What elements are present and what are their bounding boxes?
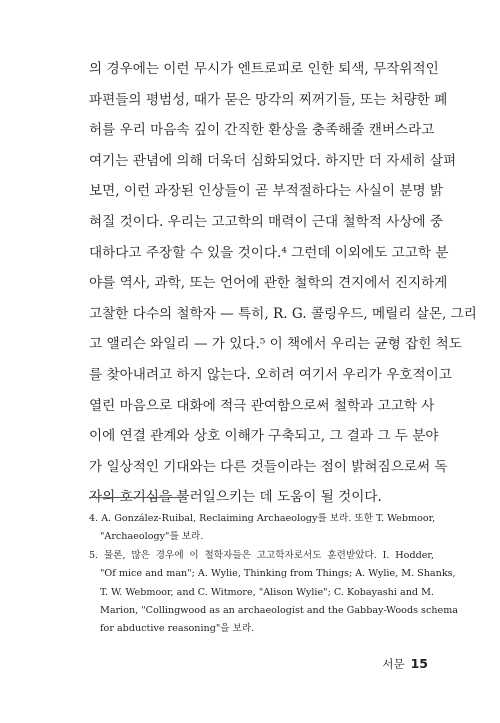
body-line: 가 일상적인 기대와는 다른 것들이라는 점이 밝혀짐으로써 독: [89, 458, 448, 475]
section-title: 서문: [382, 657, 405, 671]
body-line: 보면, 이런 과장된 인상들이 곧 부적절하다는 사실이 분명 밝: [89, 183, 444, 200]
footnote-5-line: T. W. Webmoor, and C. Witmore, "Alison Wylie"; C. Kobayashi and M.: [100, 586, 434, 598]
footnote-4-line: "Archaeology"를 보라.: [100, 531, 204, 543]
body-line: 고찰한 다수의 철학자 — 특히, R. G. 콜링우드, 메릴리 살몬, 그리: [89, 305, 477, 322]
body-line: 를 찾아내려고 하지 않는다. 오히려 여기서 우리가 우호적이고: [89, 366, 452, 383]
footnote-5-line: for abductive reasoning"을 보라.: [100, 623, 255, 635]
footnotes: [89, 510, 459, 639]
page-number: 15: [410, 656, 428, 671]
footnote-5-line: Marion, "Collingwood as an archaeologist and the Gabbay-Woods schema: [100, 604, 459, 616]
body-line: 의 경우에는 이런 무시가 엔트로피로 인한 퇴색, 무작위적인: [89, 61, 439, 77]
body-line: 혀질 것이다. 우리는 고고학의 매력이 근대 철학적 사상에 중: [89, 213, 444, 230]
body-line: 고 앨리슨 와일리 — 가 있다.⁵ 이 책에서 우리는 균형 잡힌 척도: [89, 336, 462, 353]
body-text: [89, 54, 477, 513]
body-line: 허를 우리 마음속 깊이 간직한 환상을 충족해줄 캔버스라고: [89, 122, 435, 139]
page-footer: [382, 656, 428, 672]
body-line: 파편들의 평범성, 때가 묻은 망각의 찌꺼기들, 또는 처량한 폐: [89, 91, 448, 108]
footnote-5-line: "Of mice and man"; A. Wylie, Thinking from Things; A. Wylie, M. Shanks,: [100, 568, 456, 580]
body-line: 열린 마음으로 대화에 적극 관여함으로써 철학과 고고학 사: [89, 397, 435, 414]
footnote-4-line: 4. A. González-Ruibal, Reclaiming Archaeology를 보라. 또한 T. Webmoor,: [89, 513, 436, 524]
body-line: 자의 호기심을 불러일으키는 데 도움이 될 것이다.: [89, 489, 382, 506]
body-line: 대하다고 주장할 수 있을 것이다.⁴ 그런데 이외에도 고고학 분: [89, 244, 449, 261]
footnote-5-line: 5. 물론, 많은 경우에 이 철학자들은 고고학자로서도 훈련받았다. I. Hodder,: [89, 549, 434, 561]
body-line: 이에 연결 관계와 상호 이해가 구축되고, 그 결과 그 두 분야: [89, 428, 439, 445]
body-line: 여기는 관념에 의해 더욱더 심화되었다. 하지만 더 자세히 살펴: [89, 152, 457, 169]
footnote-divider: [89, 497, 186, 498]
body-line: 야를 역사, 과학, 또는 언어에 관한 철학의 견지에서 진지하게: [89, 275, 448, 292]
